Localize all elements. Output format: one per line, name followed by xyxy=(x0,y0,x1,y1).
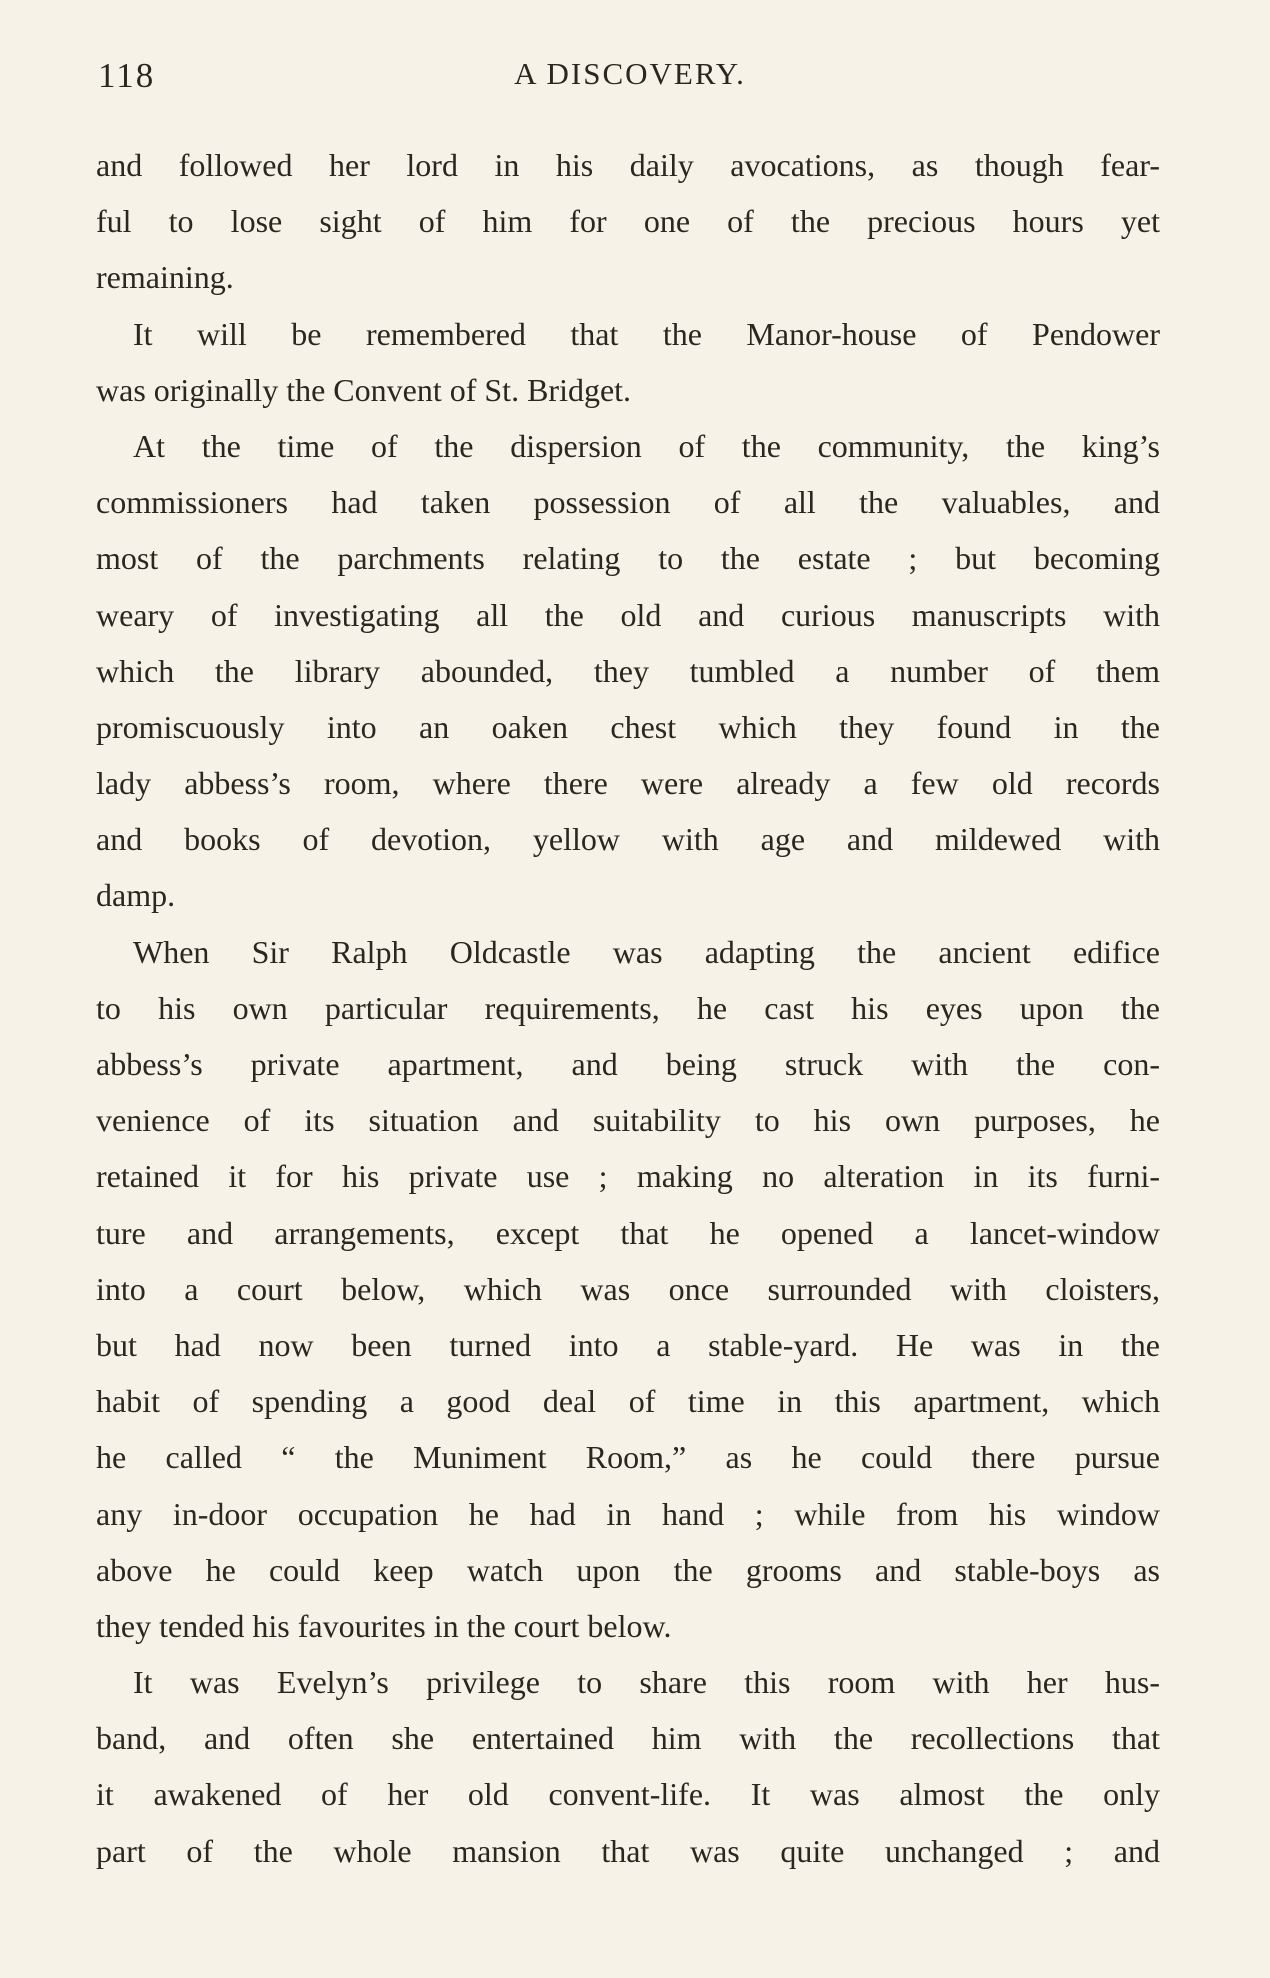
text-line: they tended his favourites in the court below. xyxy=(96,1607,672,1644)
text-line: ful to lose sight of him for one of the precious hours yet xyxy=(96,203,1160,240)
text-line: was originally the Convent of St. Bridget. xyxy=(96,371,632,408)
text-line: any in-door occupation he had in hand ; while from his window xyxy=(96,1495,1160,1532)
text-line: most of the parchments relating to the estate ; but becoming xyxy=(96,540,1160,577)
text-line: it awakened of her old convent-life. It was almost the only xyxy=(96,1776,1160,1813)
text-line: weary of investigating all the old and curious manuscripts with xyxy=(96,596,1160,633)
text-line: which the library abounded, they tumbled a number of them xyxy=(96,652,1160,689)
text-line: above he could keep watch upon the grooms and stable-boys as xyxy=(96,1551,1160,1588)
text-line: and books of devotion, yellow with age and mildewed with xyxy=(96,821,1160,858)
text-line: to his own particular requirements, he cast his eyes upon the xyxy=(96,989,1160,1026)
text-line: he called “ the Muniment Room,” as he could there pursue xyxy=(96,1439,1160,1476)
page-number: 118 xyxy=(98,56,156,95)
text-line: It will be remembered that the Manor-house of Pendower xyxy=(133,315,1160,352)
text-line: into a court below, which was once surrounded with cloisters, xyxy=(96,1270,1160,1307)
text-line: retained it for his private use ; making no alteration in its furni- xyxy=(96,1158,1160,1195)
text-line: remaining. xyxy=(96,259,234,296)
running-title: A DISCOVERY. xyxy=(514,56,746,91)
text-line: band, and often she entertained him with the recollections that xyxy=(96,1720,1160,1757)
text-line: part of the whole mansion that was quite unchanged ; and xyxy=(96,1832,1160,1869)
text-line: ture and arrangements, except that he opened a lancet-window xyxy=(96,1214,1160,1251)
text-line: promiscuously into an oaken chest which they found in the xyxy=(96,708,1160,745)
text-line: and followed her lord in his daily avocations, as though fear- xyxy=(96,147,1160,183)
text-line: When Sir Ralph Oldcastle was adapting the ancient edifice xyxy=(133,933,1160,970)
text-line: habit of spending a good deal of time in this apartment, which xyxy=(96,1383,1160,1420)
running-head xyxy=(98,56,1162,106)
text-line: It was Evelyn’s privilege to share this room with her hus- xyxy=(133,1664,1160,1701)
text-line: commissioners had taken possession of all the valuables, and xyxy=(96,484,1160,521)
text-line: damp. xyxy=(96,877,176,914)
body-text xyxy=(96,137,1160,1879)
text-line: but had now been turned into a stable-yard. He was in the xyxy=(96,1326,1160,1363)
text-line: abbess’s private apartment, and being struck with the con- xyxy=(96,1046,1160,1082)
text-line: At the time of the dispersion of the community, the king’s xyxy=(133,427,1160,464)
text-line: venience of its situation and suitability to his own purposes, he xyxy=(96,1102,1160,1139)
text-line: lady abbess’s room, where there were already a few old records xyxy=(96,765,1160,802)
